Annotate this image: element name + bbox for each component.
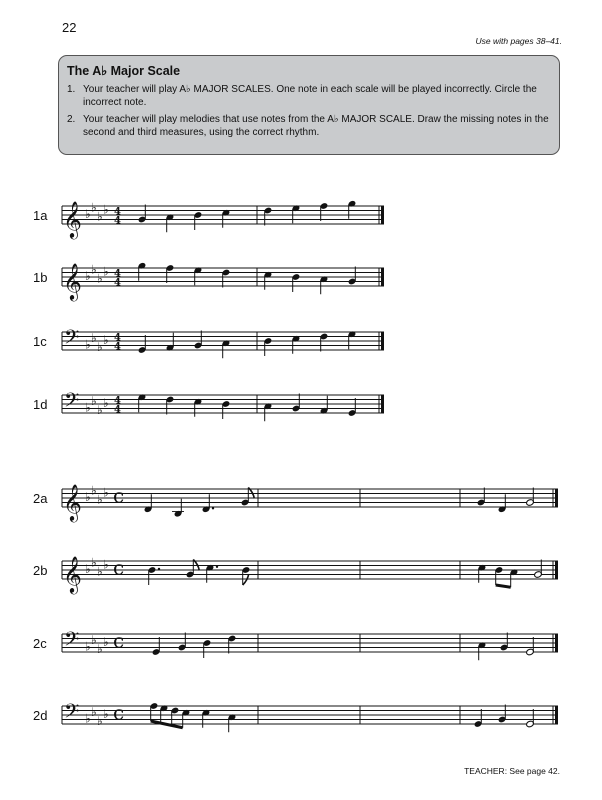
flat-icon: ♭ [97,492,103,507]
flat-icon: ♭ [91,393,97,408]
row-label: 2c [33,636,47,651]
time-signature-bottom: 4 [114,404,121,416]
common-time-icon: c [113,700,125,725]
flat-icon: ♭ [85,639,91,654]
flat-icon: ♭ [97,339,103,354]
flat-icon: ♭ [97,713,103,728]
flat-icon: ♭ [91,632,97,647]
flat-icon: ♭ [103,202,109,217]
flat-icon: ♭ [103,707,109,721]
flat-icon: ♭ [103,485,109,500]
use-with-note: Use with pages 38–41. [475,36,562,46]
flat-icon: ♭ [85,207,91,221]
flat-icon: ♭ [91,483,97,498]
flat-icon: ♭ [91,262,97,277]
flat-icon: ♭ [97,271,103,286]
flat-icon: ♭ [85,400,91,415]
flat-icon: ♭ [103,264,109,279]
flat-icon: ♭ [97,209,103,224]
flat-icon: ♭ [103,396,109,410]
time-signature-bottom: 4 [114,277,121,289]
time-signature-top: 4 [114,206,121,218]
instruction-number: 1. [67,84,76,95]
flat-icon: ♭ [103,635,109,649]
time-signature-bottom: 4 [114,341,121,353]
instruction-text: Your teacher will play melodies that use notes from the A♭ MAJOR SCALE. Draw the missing notes in the second and third measures, using the correct rhythm. [83,114,549,138]
teacher-note: TEACHER: See page 42. [464,766,560,776]
time-signature-top: 4 [114,332,121,344]
flat-icon: ♭ [85,269,91,283]
page-number: 22 [62,20,77,35]
flat-icon: ♭ [103,557,109,572]
common-time-icon: c [113,628,125,653]
flat-icon: ♭ [91,330,97,345]
augmentation-dot [212,507,214,509]
flat-icon: ♭ [97,402,103,417]
flat-icon: ♭ [91,704,97,719]
instruction-number: 2. [67,114,76,125]
flat-icon: ♭ [85,337,91,352]
bass-clef-icon: 𝄢 [64,627,80,656]
treble-clef-icon: 𝄞 [63,200,82,238]
flat-icon: ♭ [97,564,103,579]
time-signature-top: 4 [114,395,121,407]
common-time-icon: c [113,483,125,508]
bass-clef-icon: 𝄢 [64,325,80,354]
augmentation-dot [158,568,160,570]
treble-clef-icon: 𝄞 [63,555,82,593]
flat-icon: ♭ [85,562,91,576]
instruction-text: Your teacher will play A♭ MAJOR SCALES. One note in each scale will be played incorrectly. Circle the incorrect note. [83,84,537,108]
flat-icon: ♭ [85,711,91,726]
flat-icon: ♭ [91,200,97,215]
row-label: 1b [33,270,48,285]
flat-icon: ♭ [103,333,109,347]
row-label: 1a [33,208,48,223]
row-label: 2b [33,563,48,578]
note-flag [243,574,249,585]
bass-clef-icon: 𝄢 [64,699,80,728]
row-label: 1d [33,397,48,412]
note-beam [496,585,511,587]
treble-clef-icon: 𝄞 [63,262,82,300]
row-label: 2d [33,708,48,723]
flat-icon: ♭ [85,490,91,504]
box-title: The A♭ Major Scale [67,64,181,78]
time-signature-bottom: 4 [114,215,121,227]
augmentation-dot [216,566,218,568]
flat-icon: ♭ [91,555,97,570]
common-time-icon: c [113,555,125,580]
row-label: 2a [33,491,48,506]
time-signature-top: 4 [114,268,121,280]
treble-clef-icon: 𝄞 [63,483,82,521]
row-label: 1c [33,334,47,349]
bass-clef-icon: 𝄢 [64,388,80,417]
flat-icon: ♭ [97,641,103,656]
